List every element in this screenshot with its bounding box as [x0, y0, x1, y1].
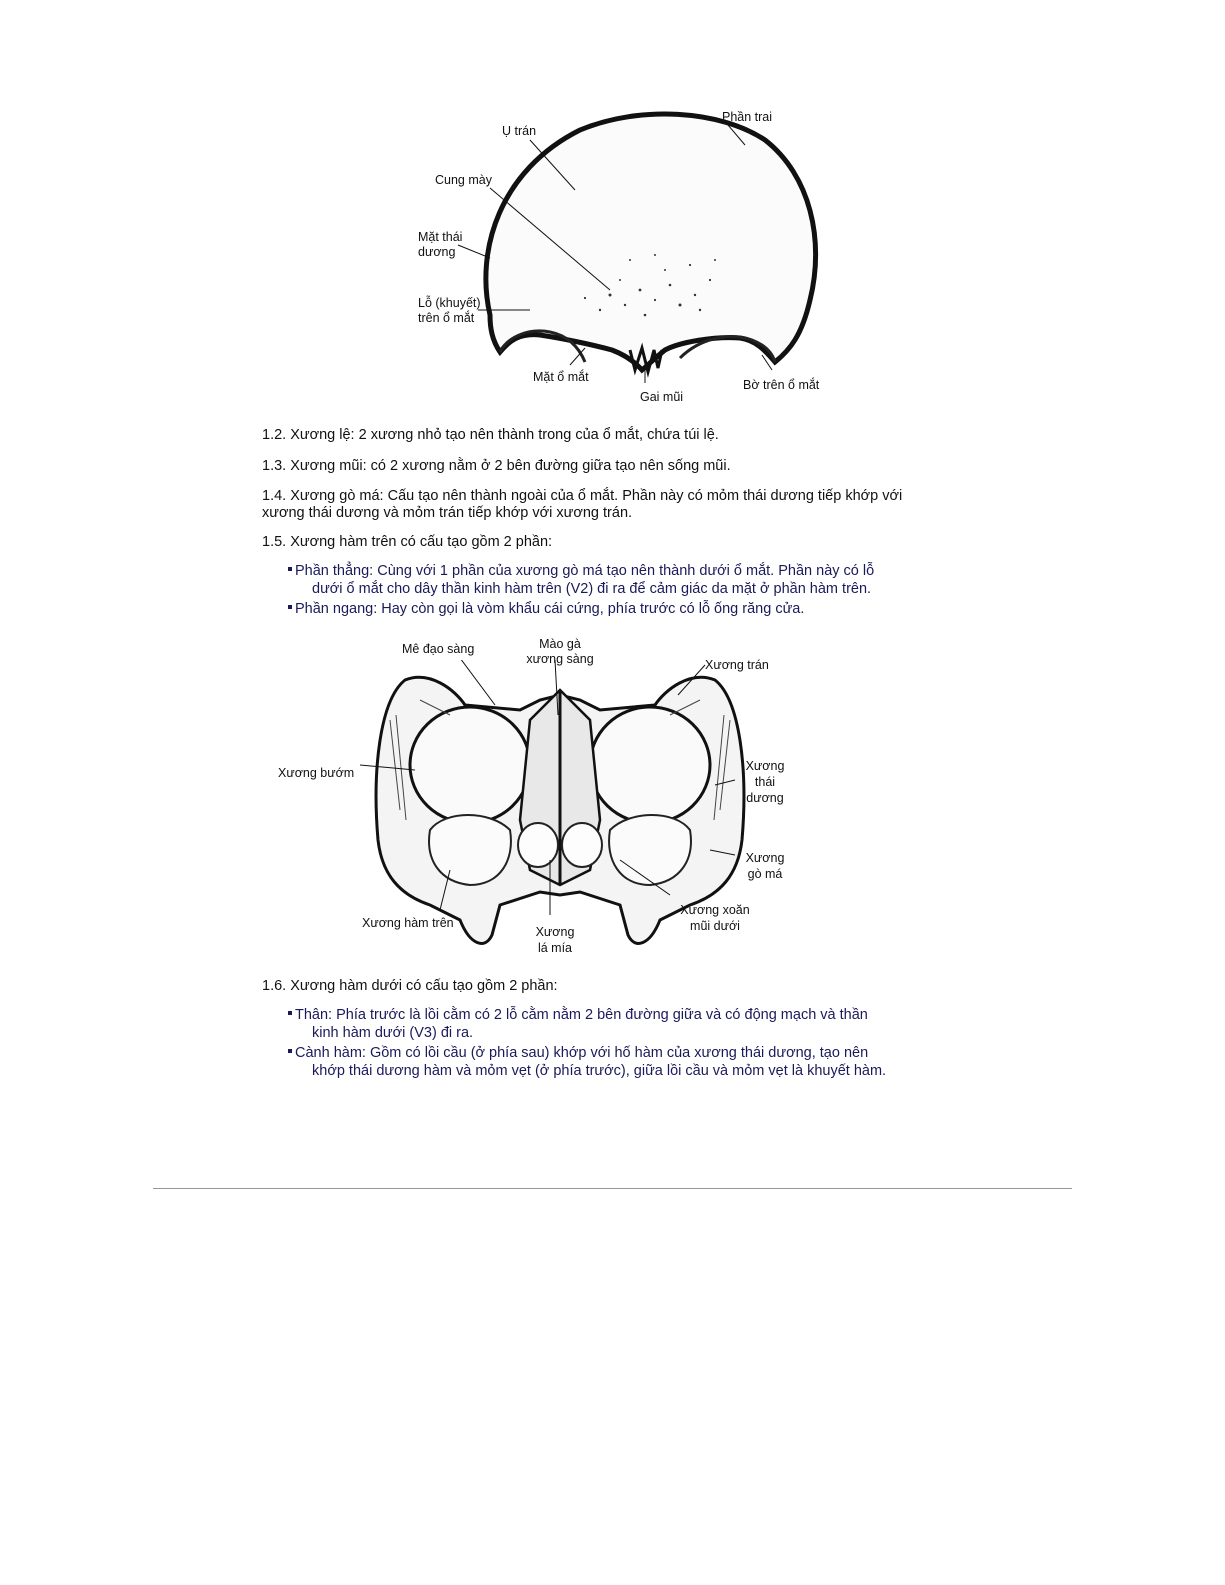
page-divider [153, 1188, 1072, 1189]
label-mao-ga-2: xương sàng [526, 652, 594, 666]
label-mat-thai-duong-2: dương [418, 245, 456, 259]
label-xuong-go-ma-1: Xương [745, 851, 785, 865]
label-mao-ga-1: Mào gà [539, 637, 581, 651]
label-xuong-ham-tren: Xương hàm trên [362, 916, 454, 930]
label-xuong-xoan-1: Xương xoăn [680, 903, 750, 917]
para-1-4-line1: 1.4. Xương gò má: Cấu tạo nên thành ngoài của ổ mắt. Phần này có mỏm thái dương tiếp khớp với [262, 488, 903, 504]
label-cung-may: Cung mày [435, 173, 492, 187]
label-xuong-thai-duong-1: Xương [745, 759, 785, 773]
label-xuong-thai-duong-2: thái [754, 775, 776, 789]
label-lo-khuyet-1: Lỗ (khuyết) [418, 296, 481, 310]
bullet-icon [288, 567, 292, 571]
bullet-icon [288, 1011, 292, 1015]
list-item-than: Thân: Phía trước là lồi cằm có 2 lỗ cằm nằm 2 bên đường giữa và có động mạch và thần kinh hàm dưới (V3) đi ra. [288, 1006, 968, 1042]
label-mat-thai-duong-1: Mặt thái [418, 230, 463, 244]
label-u-tran: Ụ trán [502, 124, 537, 138]
label-mat-o-mat: Mặt ổ mắt [533, 370, 589, 384]
label-bo-tren-o-mat: Bờ trên ổ mắt [743, 378, 820, 392]
label-phan-trai: Phần trai [722, 110, 773, 124]
label-xuong-la-mia-1: Xương [535, 925, 575, 939]
para-1-4-line2: xương thái dương và mỏm trán tiếp khớp với xương trán. [262, 505, 633, 521]
para-1-5: 1.5. Xương hàm trên có cấu tạo gồm 2 phần: [262, 534, 553, 550]
para-1-3: 1.3. Xương mũi: có 2 xương nằm ở 2 bên đường giữa tạo nên sống mũi. [262, 458, 731, 474]
label-me-dao-sang: Mê đạo sàng [402, 642, 475, 656]
label-gai-mui: Gai mũi [640, 390, 684, 404]
label-xuong-buom: Xương bướm [278, 766, 355, 780]
label-xuong-go-ma-2: gò má [747, 867, 783, 881]
bullet-icon [288, 1049, 292, 1053]
para-1-6: 1.6. Xương hàm dưới có cấu tạo gồm 2 phần: [262, 978, 558, 994]
list-item-phan-thang: Phần thẳng: Cùng với 1 phần của xương gò má tạo nên thành dưới ổ mắt. Phần này có lỗ dưới ổ mắt cho dây thần kinh hàm trên (V2) đi ra để cảm giác da mặt ở phần hàm trên. [288, 562, 968, 598]
list-item-canh-ham: Cành hàm: Gồm có lồi cầu (ở phía sau) khớp với hố hàm của xương thái dương, tạo nên khớp thái dương hàm và mỏm vẹt (ở phía trước), giữa lồi cầu và mỏm vẹt là khuyết hàm. [288, 1044, 968, 1080]
label-xuong-tran: Xương trán [705, 658, 769, 672]
label-xuong-la-mia-2: lá mía [537, 941, 573, 955]
label-xuong-xoan-2: mũi dưới [690, 919, 740, 933]
label-xuong-thai-duong-3: dương [746, 791, 784, 805]
para-1-2: 1.2. Xương lệ: 2 xương nhỏ tạo nên thành trong của ổ mắt, chứa túi lệ. [262, 427, 719, 443]
bullet-icon [288, 605, 292, 609]
list-item-phan-ngang: Phần ngang: Hay còn gọi là vòm khẩu cái cứng, phía trước có lỗ ống răng cửa. [288, 600, 968, 618]
label-lo-khuyet-2: trên ổ mắt [418, 311, 475, 325]
